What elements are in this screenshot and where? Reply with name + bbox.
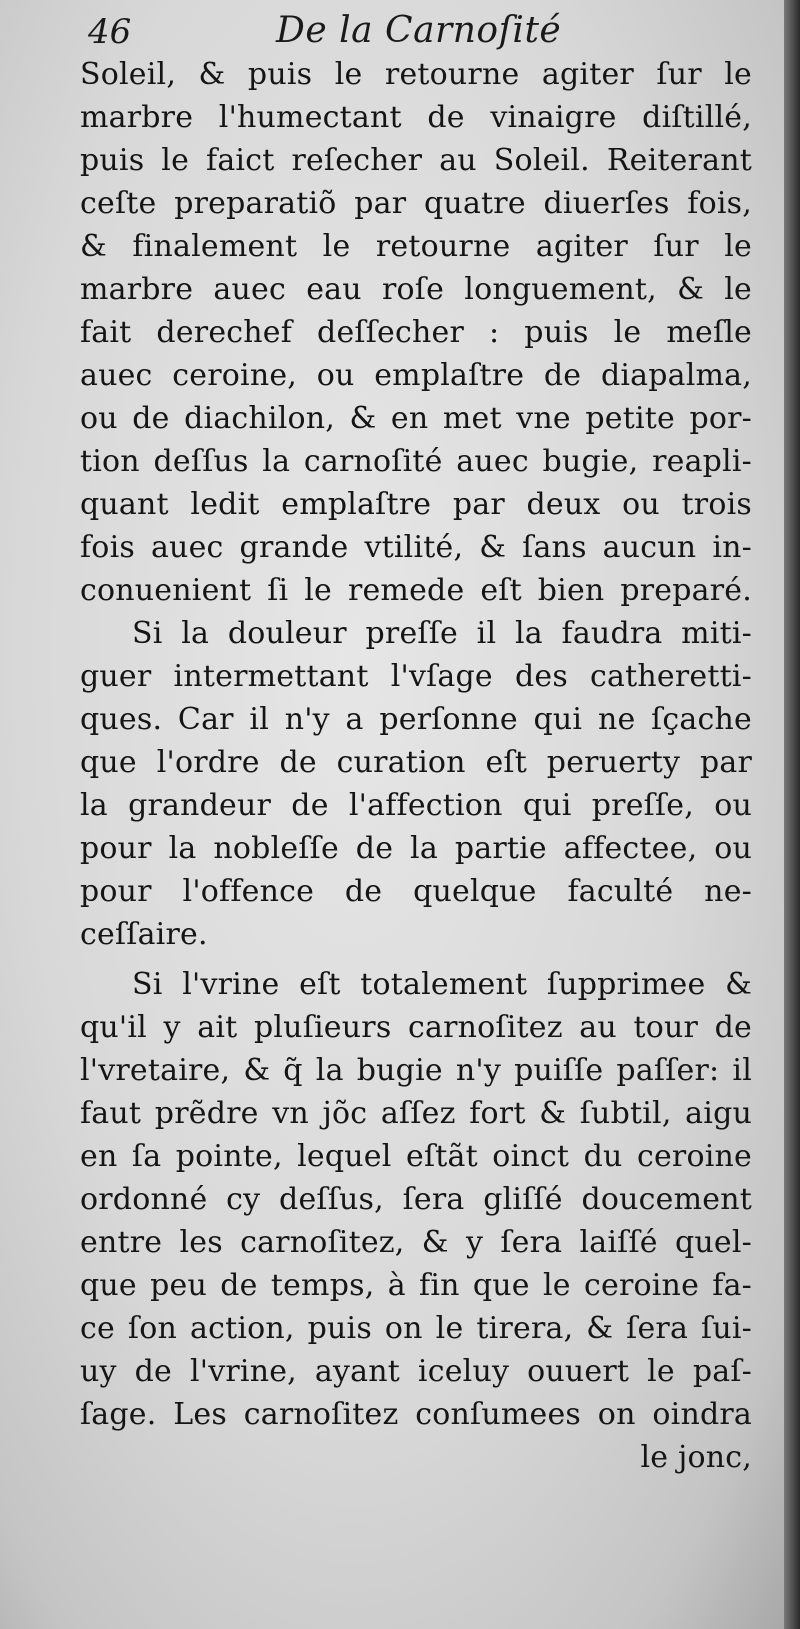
text-line: en ſa pointe, lequel eſtãt oinct du ceroine <box>80 1139 752 1174</box>
paragraph-start-line: Si l'vrine eſt totalement ſupprimee & <box>132 967 752 1002</box>
text-line: marbre auec eau roſe longuement, & le <box>80 272 752 307</box>
text-line: ques. Car il n'y a perſonne qui ne ſçache <box>80 702 752 737</box>
page-edge-shadow <box>784 0 800 1629</box>
text-line: fait derechef deſſecher : puis le meſle <box>80 315 752 350</box>
text-line: entre les carnoſitez, & y ſera laiſſé quel- <box>80 1225 752 1260</box>
text-line: que l'ordre de curation eſt peruerty par <box>80 745 752 780</box>
text-line: & finalement le retourne agiter ſur le <box>80 229 752 264</box>
text-line: pour l'offence de quelque faculté ne- <box>80 874 752 909</box>
text-line: tion deſſus la carnoſité auec bugie, reapli- <box>80 444 752 479</box>
text-line: faut prẽdre vn jõc aſſez fort & ſubtil, aigu <box>80 1096 752 1131</box>
text-line: la grandeur de l'affection qui preſſe, ou <box>80 788 752 823</box>
text-line: Soleil, & puis le retourne agiter ſur le <box>80 57 752 92</box>
catchword: le jonc, <box>640 1440 752 1475</box>
text-line: ou de diachilon, & en met vne petite por- <box>80 401 752 436</box>
text-line: marbre l'humectant de vinaigre diſtillé, <box>80 100 752 135</box>
text-line: ſage. Les carnoſitez conſumees on oindra <box>80 1397 752 1432</box>
text-line: auec ceroine, ou emplaſtre de diapalma, <box>80 358 752 393</box>
text-line: conuenient ſi le remede eſt bien preparé. <box>80 573 752 608</box>
text-line: ceſte preparatiõ par quatre diuerſes fois, <box>80 186 752 221</box>
text-line: l'vretaire, & q̃ la bugie n'y puiſſe paſſer: il <box>80 1053 752 1088</box>
text-line: uy de l'vrine, ayant iceluy ouuert le paſ- <box>80 1354 752 1389</box>
text-line: qu'il y ait pluſieurs carnoſitez au tour de <box>80 1010 752 1045</box>
page-number: 46 <box>88 12 132 52</box>
text-line: puis le faict reſecher au Soleil. Reiterant <box>80 143 752 178</box>
text-line: ceſſaire. <box>80 917 208 952</box>
text-line: quant ledit emplaſtre par deux ou trois <box>80 487 752 522</box>
text-line: fois auec grande vtilité, & ſans aucun in- <box>80 530 752 565</box>
text-line: que peu de temps, à fin que le ceroine fa- <box>80 1268 752 1303</box>
page-header <box>88 8 748 58</box>
text-line: ordonné cy deſſus, ſera gliſſé doucement <box>80 1182 752 1217</box>
running-head: De la Carnoſité <box>276 10 562 51</box>
paragraph-start-line: Si la douleur preſſe il la faudra miti- <box>132 616 752 651</box>
text-line: pour la nobleſſe de la partie affectee, ou <box>80 831 752 866</box>
text-line: ce ſon action, puis on le tirera, & ſera ſui- <box>80 1311 752 1346</box>
text-line: guer intermettant l'vſage des catheretti- <box>80 659 752 694</box>
